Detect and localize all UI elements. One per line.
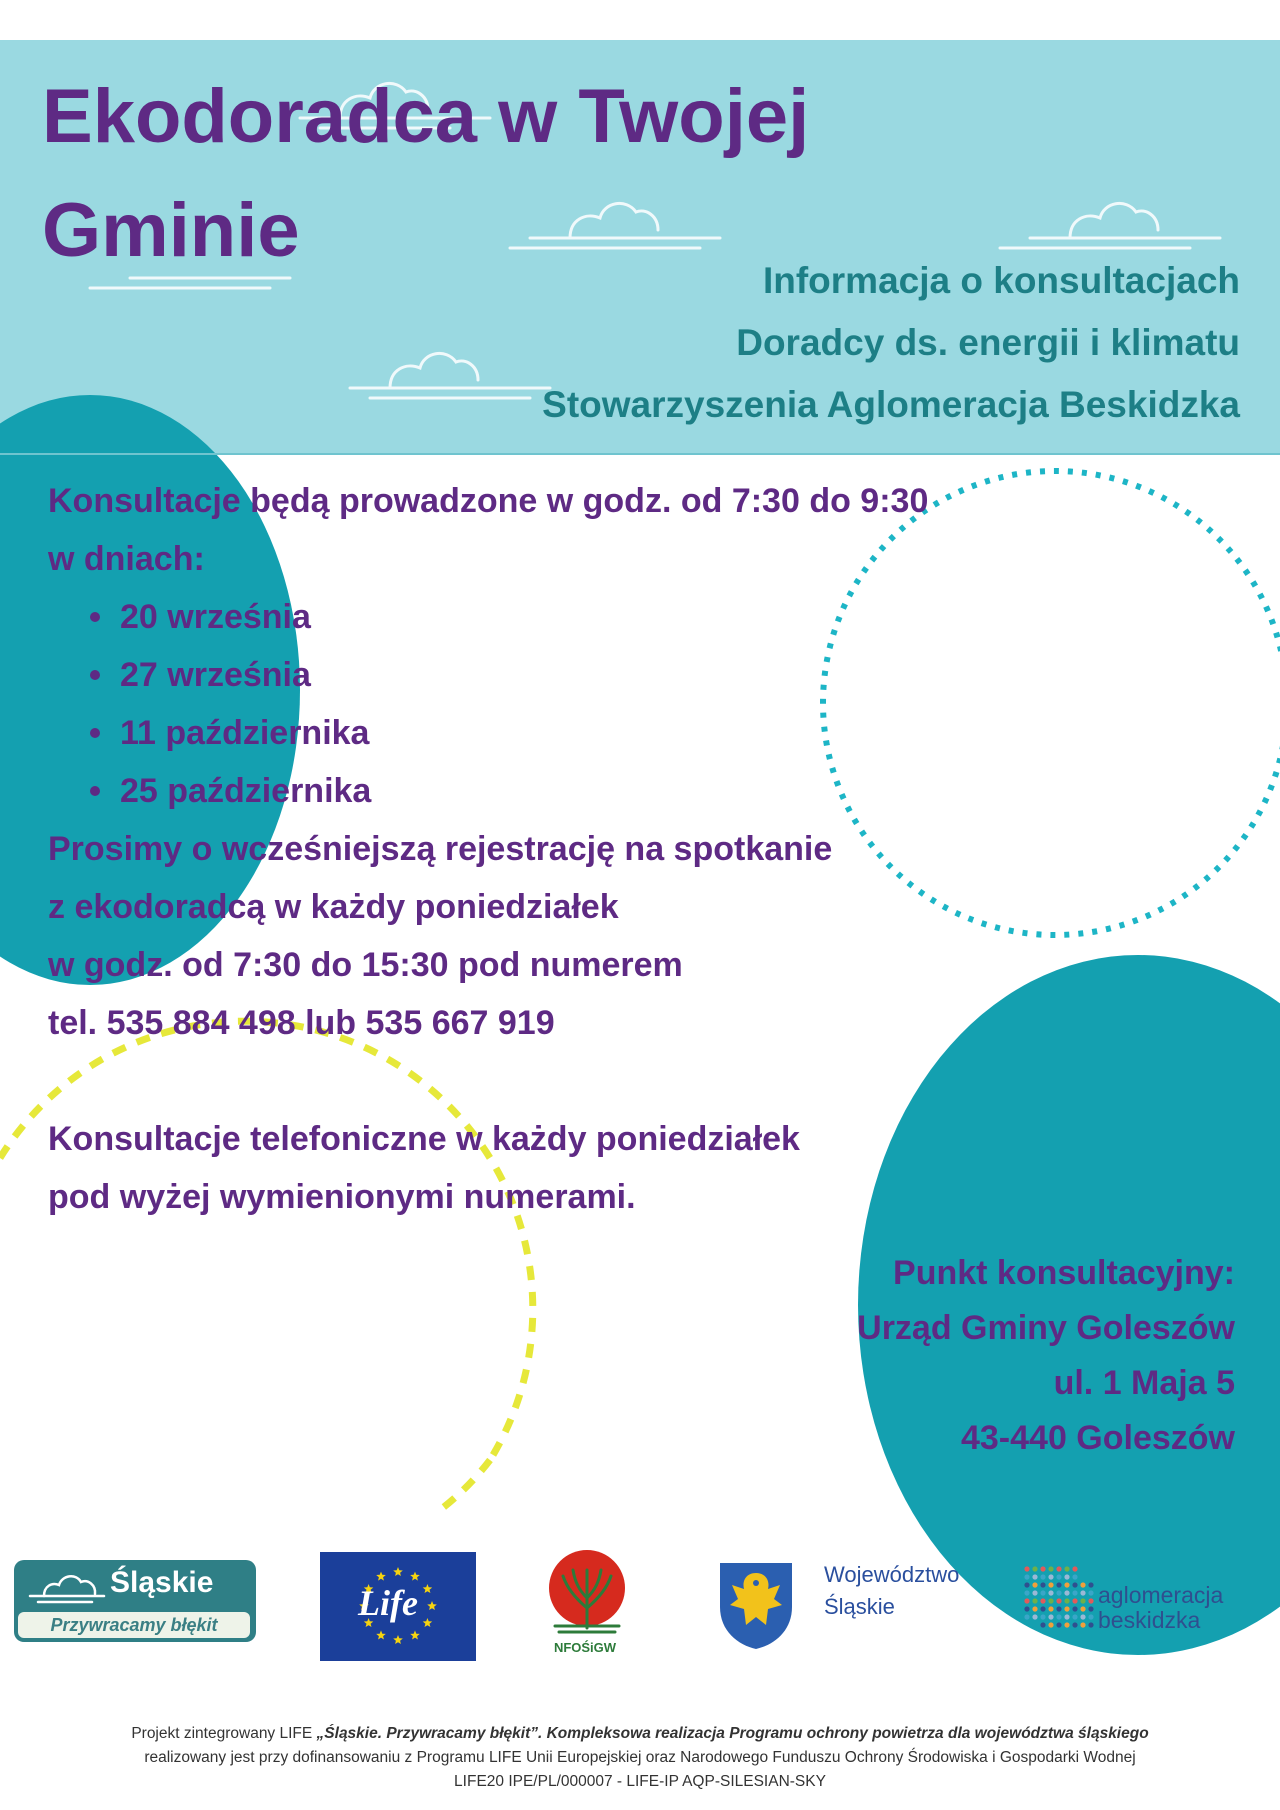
map-dot <box>1040 1598 1045 1603</box>
registration-line: z ekodoradcą w każdy poniedziałek <box>48 888 619 926</box>
slaskie-slogan: Przywracamy błękit <box>18 1612 250 1638</box>
map-dot <box>1040 1566 1045 1571</box>
map-dot <box>1040 1606 1045 1611</box>
map-dot <box>1032 1598 1037 1603</box>
eu-star-icon <box>423 1618 433 1627</box>
phone-numbers: tel. 535 884 498 lub 535 667 919 <box>48 1004 555 1042</box>
life-label: Life <box>358 1583 418 1623</box>
map-dot <box>1064 1606 1069 1611</box>
map-dot <box>1080 1590 1085 1595</box>
map-dot <box>1032 1574 1037 1579</box>
map-dot <box>1048 1590 1053 1595</box>
map-dot <box>1040 1582 1045 1587</box>
map-dot <box>1056 1566 1061 1571</box>
map-dot <box>1080 1614 1085 1619</box>
map-dot <box>1048 1574 1053 1579</box>
map-dot <box>1080 1598 1085 1603</box>
map-dot <box>1040 1622 1045 1627</box>
map-dot <box>1032 1614 1037 1619</box>
map-dot <box>1048 1582 1053 1587</box>
nfosigw-label: NFOŚiGW <box>553 1640 617 1655</box>
map-dot <box>1024 1582 1029 1587</box>
map-dot <box>1088 1582 1093 1587</box>
woj-line2: Śląskie <box>824 1594 895 1619</box>
address-line: Urząd Gminy Goleszów <box>857 1309 1235 1347</box>
map-dot <box>1048 1606 1053 1611</box>
map-dot <box>1072 1566 1077 1571</box>
map-dot <box>1024 1590 1029 1595</box>
map-dot <box>1088 1590 1093 1595</box>
date-item: 27 września <box>120 646 1098 704</box>
map-dot <box>1064 1590 1069 1595</box>
map-dot <box>1056 1606 1061 1611</box>
map-dot <box>1024 1614 1029 1619</box>
map-dot <box>1056 1598 1061 1603</box>
date-item: 20 września <box>120 588 1098 646</box>
phone-consultation-line: Konsultacje telefoniczne w każdy poniedziałek <box>48 1120 800 1158</box>
map-dot <box>1048 1566 1053 1571</box>
map-dot <box>1032 1606 1037 1611</box>
subtitle <box>340 250 1240 436</box>
map-dot <box>1072 1574 1077 1579</box>
date-item: 11 października <box>120 704 1098 762</box>
eu-star-icon <box>427 1601 437 1610</box>
title-line2: Gminie <box>42 188 300 273</box>
address-line: ul. 1 Maja 5 <box>1053 1364 1235 1402</box>
map-dot <box>1072 1590 1077 1595</box>
spacer <box>48 1052 1098 1110</box>
map-dot <box>1056 1582 1061 1587</box>
schedule-intro: Konsultacje będą prowadzone w godz. od 7:30 do 9:30 <box>48 482 929 520</box>
map-dot <box>1056 1622 1061 1627</box>
phone-consultation-line: pod wyżej wymienionymi numerami. <box>48 1178 636 1216</box>
map-dot <box>1032 1582 1037 1587</box>
map-dot <box>1064 1582 1069 1587</box>
eu-star-icon <box>376 1630 386 1639</box>
subtitle-line: Stowarzyszenia Aglomeracja Beskidzka <box>542 384 1240 425</box>
map-dot <box>1088 1614 1093 1619</box>
map-dot <box>1056 1590 1061 1595</box>
address-heading: Punkt konsultacyjny: <box>893 1254 1235 1292</box>
map-dot <box>1072 1622 1077 1627</box>
map-dot <box>1080 1582 1085 1587</box>
map-dot <box>1080 1622 1085 1627</box>
footer-line1 <box>20 1722 1260 1746</box>
map-dot <box>1056 1574 1061 1579</box>
title-line1: Ekodoradca w Twojej <box>42 74 810 159</box>
map-dot <box>1064 1566 1069 1571</box>
map-dot <box>1064 1614 1069 1619</box>
address-line: 43-440 Goleszów <box>960 1419 1235 1457</box>
footer-line1-italic: „Śląskie. Przywracamy błękit”. Kompleksowa realizacja Programu ochrony powietrza dla województwa śląskiego <box>316 1725 1149 1742</box>
main-content <box>48 472 1098 1226</box>
footer <box>20 1722 1260 1794</box>
eu-star-icon <box>393 1635 403 1644</box>
eu-star-icon <box>410 1572 420 1581</box>
map-dot <box>1088 1606 1093 1611</box>
schedule-intro-days: w dniach: <box>48 540 205 578</box>
cloud-icon <box>26 1568 106 1608</box>
silesia-coat-of-arms-icon <box>716 1559 796 1651</box>
map-dot <box>1048 1598 1053 1603</box>
map-dot <box>1048 1614 1053 1619</box>
map-dot <box>1024 1606 1029 1611</box>
woj-line1: Województwo <box>824 1562 960 1587</box>
agl-line1: aglomeracja <box>1098 1582 1224 1608</box>
map-dot <box>1080 1606 1085 1611</box>
map-dot <box>1072 1598 1077 1603</box>
footer-line3: LIFE20 IPE/PL/000007 - LIFE-IP AQP-SILESIAN-SKY <box>454 1773 826 1790</box>
registration-line: w godz. od 7:30 do 15:30 pod numerem <box>48 946 683 984</box>
map-dot <box>1072 1606 1077 1611</box>
subtitle-line: Doradcy ds. energii i klimatu <box>736 322 1240 363</box>
map-dot <box>1032 1590 1037 1595</box>
map-dot <box>1064 1598 1069 1603</box>
wojewodztwo-label <box>824 1559 959 1623</box>
nfosigw-emblem-icon <box>545 1548 629 1640</box>
aglomeracja-map-icon <box>1022 1564 1098 1634</box>
map-dot <box>1088 1622 1093 1627</box>
aglomeracja-label <box>1098 1583 1223 1633</box>
consultation-point <box>615 1246 1235 1466</box>
dates-list <box>48 588 1098 820</box>
eu-star-icon <box>423 1584 433 1593</box>
map-dot <box>1024 1598 1029 1603</box>
map-dot <box>1040 1614 1045 1619</box>
registration-line: Prosimy o wcześniejszą rejestrację na spotkanie <box>48 830 833 868</box>
map-dot <box>1072 1614 1077 1619</box>
map-dot <box>1072 1582 1077 1587</box>
map-dot <box>1048 1622 1053 1627</box>
subtitle-line: Informacja o konsultacjach <box>762 260 1240 301</box>
map-dot <box>1064 1622 1069 1627</box>
map-dot <box>1040 1574 1045 1579</box>
map-dot <box>1032 1566 1037 1571</box>
footer-line1-plain: Projekt zintegrowany LIFE <box>131 1725 317 1742</box>
slaskie-logo <box>14 1560 256 1642</box>
slaskie-name: Śląskie <box>110 1566 214 1599</box>
map-dot <box>1064 1574 1069 1579</box>
map-dot <box>1024 1566 1029 1571</box>
date-item: 25 października <box>120 762 1098 820</box>
map-dot <box>1088 1598 1093 1603</box>
footer-line2: realizowany jest przy dofinansowaniu z Programu LIFE Unii Europejskiej oraz Narodowego Funduszu Ochrony Środowiska i Gospodarki Wodnej <box>144 1749 1136 1766</box>
eu-star-icon <box>410 1630 420 1639</box>
eu-star-icon <box>393 1567 403 1576</box>
map-dot <box>1024 1574 1029 1579</box>
agl-line2: beskidzka <box>1098 1607 1201 1633</box>
eu-life-logo <box>320 1552 476 1661</box>
map-dot <box>1040 1590 1045 1595</box>
map-dot <box>1056 1614 1061 1619</box>
eu-star-icon <box>376 1572 386 1581</box>
